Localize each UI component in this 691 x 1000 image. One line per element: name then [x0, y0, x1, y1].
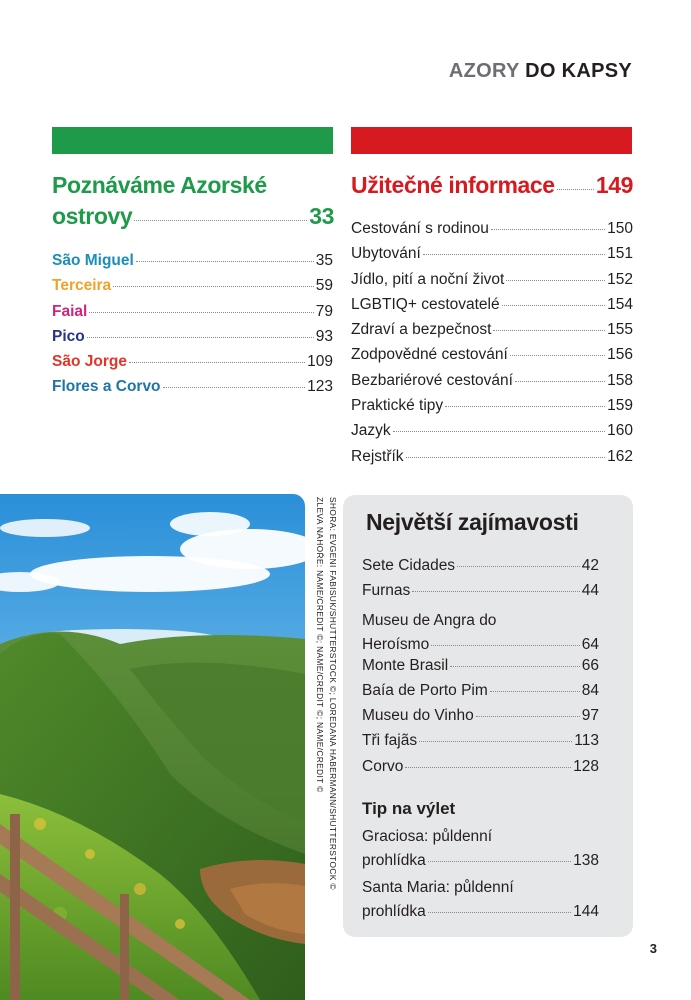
toc-entry-label: Praktické tipy [351, 397, 444, 415]
trip-entry[interactable] [362, 876, 599, 924]
trip-label-line1: Graciosa: půldenní [362, 828, 493, 845]
toc-entry-page: 159 [607, 397, 633, 415]
dot-leader [510, 355, 605, 356]
toc-entry-label: Ubytování [351, 245, 421, 263]
dot-leader [136, 261, 314, 262]
dot-leader [163, 387, 306, 388]
dot-leader [89, 312, 313, 313]
dot-leader [491, 229, 605, 230]
toc-entry-page: 155 [607, 321, 633, 339]
trip-tip-heading: Tip na výlet [362, 799, 456, 818]
toc-entry[interactable] [351, 422, 633, 447]
highlights-box [343, 495, 633, 937]
highlight-entry[interactable] [362, 732, 599, 757]
toc-entry-page: 35 [315, 252, 333, 269]
dot-leader [515, 381, 605, 382]
highlight-page: 128 [573, 757, 599, 775]
highlight-entry[interactable] [362, 758, 599, 783]
trip-page: 144 [573, 903, 599, 920]
section-title-page: 149 [595, 172, 633, 198]
green-section-bar [52, 127, 333, 154]
toc-entry[interactable] [351, 346, 633, 371]
useful-info-toc-list [351, 220, 633, 473]
highlight-label: Museu do Vinho [362, 707, 474, 725]
dot-leader [490, 691, 580, 692]
dot-leader [557, 189, 594, 190]
dot-leader [405, 767, 571, 768]
toc-entry-page: 123 [307, 378, 333, 396]
highlight-entry[interactable] [362, 682, 599, 707]
toc-entry-label: Faial [52, 302, 88, 320]
highlight-label: Sete Cidades [362, 557, 456, 574]
toc-entry-page: 158 [607, 371, 633, 389]
toc-entry[interactable] [351, 321, 633, 346]
toc-entry[interactable] [351, 448, 633, 473]
toc-entry-label: São Jorge [52, 353, 127, 371]
toc-entry-page: 151 [607, 245, 633, 263]
toc-entry[interactable] [351, 271, 633, 296]
dot-leader [476, 716, 580, 717]
highlight-entry[interactable] [362, 582, 599, 607]
highlight-label: Corvo [362, 757, 404, 775]
credit-line-2: ZLEVA NAHOŘE: NAME/CREDIT ©; NAME/CREDIT ©; NAME/CREDIT © [315, 497, 325, 793]
landscape-illustration [0, 494, 305, 1000]
trip-label-line2: prohlídka [362, 852, 426, 869]
toc-entry-label: Zodpovědné cestování [351, 346, 508, 364]
highlight-page: 64 [581, 635, 599, 653]
dot-leader [419, 741, 572, 742]
toc-entry-label: Pico [52, 327, 85, 345]
highlight-page: 66 [581, 656, 599, 674]
trip-entry-line2 [362, 900, 599, 924]
trip-entry-line2 [362, 849, 599, 873]
toc-entry-sao-miguel[interactable] [52, 252, 333, 277]
highlight-page: 44 [581, 582, 599, 600]
toc-entry[interactable] [351, 372, 633, 397]
trip-entry[interactable] [362, 825, 599, 873]
toc-entry-page: 160 [607, 422, 633, 440]
highlight-label: Tři fajãs [362, 732, 418, 750]
toc-entry-faial[interactable] [52, 303, 333, 328]
dot-leader [450, 666, 580, 667]
highlight-label: Heroísmo [362, 635, 430, 653]
toc-entry-label: Terceira [52, 277, 112, 295]
header-azory: AZORY [448, 60, 520, 82]
dot-leader [428, 912, 571, 913]
toc-entry-pico[interactable] [52, 328, 333, 353]
toc-entry-page: 154 [607, 295, 633, 313]
toc-entry[interactable] [351, 245, 633, 270]
highlight-entry-multiline[interactable] [362, 608, 599, 657]
toc-entry-label: São Miguel [52, 252, 134, 269]
credit-line-1: SHORA: EVGENI FABISUK/SHUTTERSTOCK ©; LOREDANA HABERMANN/SHUTTERSTOCK © [328, 497, 338, 890]
trip-page: 138 [573, 852, 599, 869]
toc-entry[interactable] [351, 220, 633, 245]
photo-credits [309, 497, 339, 927]
dot-leader [412, 591, 580, 592]
landscape-photo [0, 494, 305, 1000]
toc-entry[interactable] [351, 397, 633, 422]
dot-leader [506, 280, 605, 281]
highlight-page: 42 [581, 557, 599, 574]
header-do-kapsy: DO KAPSY [525, 60, 632, 82]
dot-leader [406, 457, 606, 458]
book-title-header [449, 60, 632, 83]
photo-credits-rotated [313, 497, 339, 927]
highlight-entry[interactable] [362, 657, 599, 682]
highlight-label: Monte Brasil [362, 656, 449, 674]
toc-entry-page: 162 [607, 447, 633, 465]
toc-entry-page: 152 [607, 270, 633, 288]
toc-entry-label: Jídlo, pití a noční život [351, 270, 505, 288]
toc-entry-label: LGBTIQ+ cestovatelé [351, 295, 500, 313]
toc-entry-label: Cestování s rodinou [351, 220, 489, 237]
trip-label-line2: prohlídka [362, 903, 426, 920]
dot-leader [445, 406, 605, 407]
section-title-useful-info[interactable] [351, 170, 633, 201]
highlight-entry[interactable] [362, 557, 599, 582]
highlight-page: 113 [574, 732, 599, 750]
toc-entry-label: Rejstřík [351, 447, 404, 465]
dot-leader [423, 254, 605, 255]
toc-entry[interactable] [351, 296, 633, 321]
dot-leader [113, 286, 314, 287]
highlight-label-line1: Museu de Angra do [362, 611, 497, 629]
toc-entry-label: Flores a Corvo [52, 378, 161, 396]
highlight-label: Furnas [362, 582, 411, 600]
highlight-label: Baía de Porto Pim [362, 681, 488, 699]
highlight-entry[interactable] [362, 707, 599, 732]
dot-leader [428, 861, 571, 862]
dot-leader [129, 362, 305, 363]
dot-leader [393, 431, 606, 432]
highlights-list [362, 557, 599, 783]
toc-entry-sao-jorge[interactable] [52, 353, 333, 378]
dot-leader [493, 330, 605, 331]
toc-entry-page: 150 [607, 220, 633, 237]
section-title-islands[interactable] [52, 170, 334, 232]
toc-entry-page: 93 [315, 327, 333, 345]
toc-entry-label: Bezbariérové cestování [351, 371, 513, 389]
toc-entry-flores-corvo[interactable] [52, 378, 333, 403]
toc-entry-page: 59 [315, 277, 333, 295]
dot-leader [134, 220, 307, 221]
section-title-row [351, 170, 633, 201]
toc-entry-terceira[interactable] [52, 277, 333, 302]
dot-leader [457, 566, 580, 567]
section-title-line2-row [52, 201, 334, 232]
islands-toc-list [52, 252, 333, 404]
section-title-line2: ostrovy [52, 203, 133, 229]
section-title-text: Užitečné informace [351, 172, 555, 198]
highlights-title: Největší zajímavosti [366, 509, 579, 535]
trip-label-line1: Santa Maria: půldenní [362, 879, 514, 896]
toc-entry-label: Zdraví a bezpečnost [351, 321, 492, 339]
dot-leader [502, 305, 606, 306]
trip-tip-list [362, 825, 599, 927]
dot-leader [431, 645, 580, 646]
section-title-page: 33 [309, 203, 334, 229]
dot-leader [87, 337, 314, 338]
highlight-page: 97 [581, 707, 599, 725]
toc-entry-page: 156 [607, 346, 633, 364]
highlight-entry-line2 [362, 633, 599, 657]
red-section-bar [351, 127, 632, 154]
toc-entry-label: Jazyk [351, 422, 391, 440]
section-title-line1: Poznáváme Azorské [52, 172, 267, 198]
toc-entry-page: 79 [315, 302, 333, 320]
page-number: 3 [649, 941, 657, 956]
highlight-page: 84 [581, 681, 599, 699]
toc-entry-page: 109 [307, 353, 333, 371]
